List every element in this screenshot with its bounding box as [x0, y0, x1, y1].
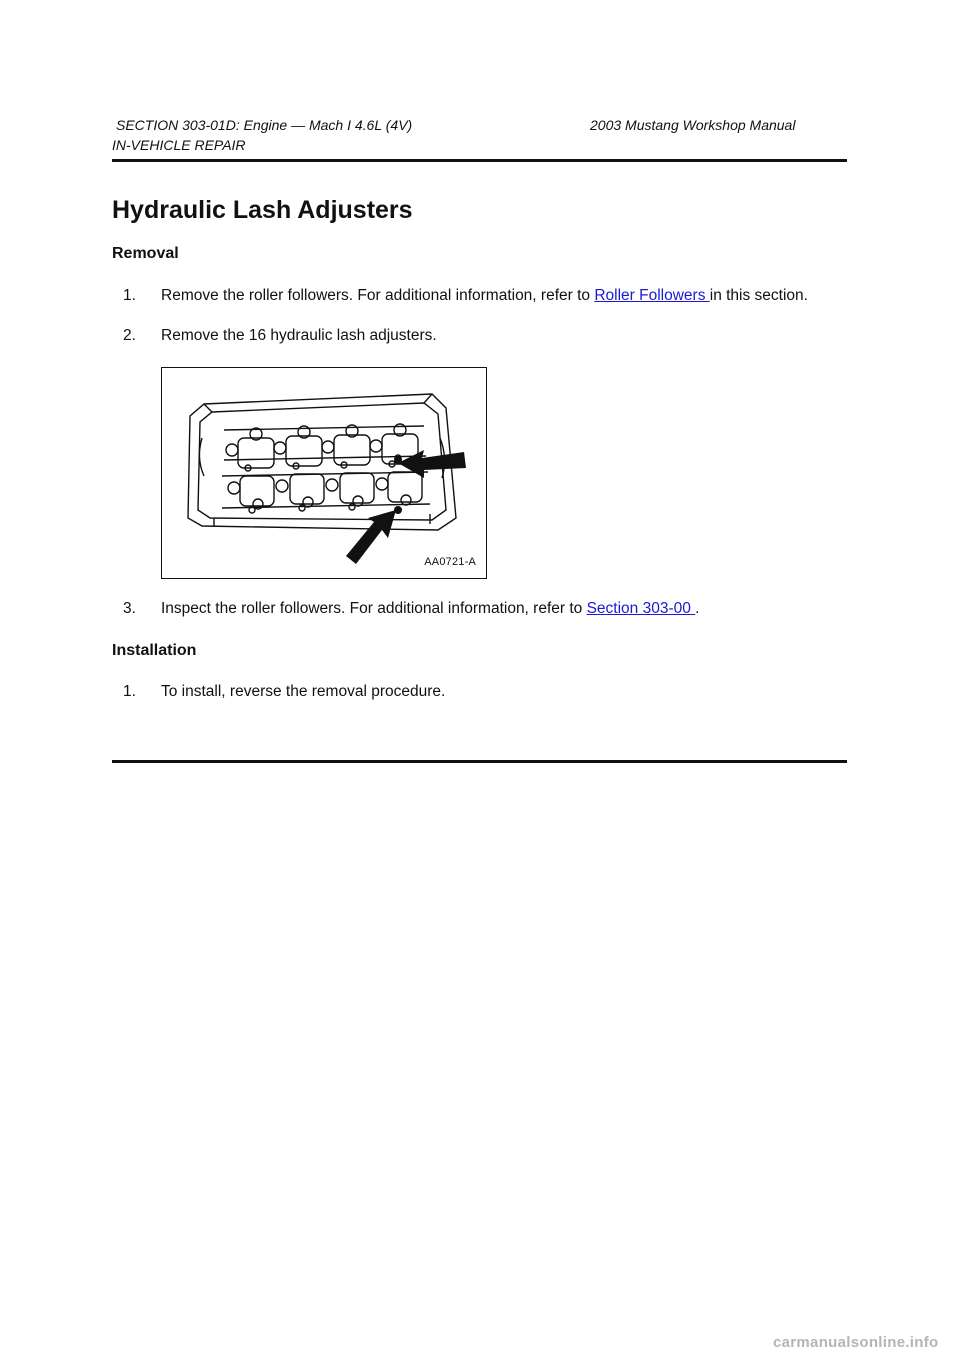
header-divider [112, 159, 847, 162]
figure-label: AA0721-A [424, 556, 476, 568]
page-title: Hydraulic Lash Adjusters [112, 196, 413, 224]
step-text: To install, reverse the removal procedure. [161, 683, 446, 700]
engine-diagram [162, 368, 485, 577]
installation-step-1 [123, 683, 445, 701]
roller-followers-link[interactable]: Roller Followers [594, 287, 710, 304]
installation-heading: Installation [112, 642, 197, 659]
cylinder-head-illustration [161, 367, 487, 579]
removal-step-1 [123, 287, 808, 305]
removal-step-2 [123, 327, 437, 345]
step-number: 1. [123, 683, 136, 700]
removal-heading: Removal [112, 245, 179, 262]
section-header: SECTION 303-01D: Engine — Mach I 4.6L (4V) [116, 117, 413, 133]
footer-divider [112, 760, 847, 763]
lower-arrow-icon [346, 510, 396, 564]
removal-step-3 [123, 600, 699, 618]
watermark: carmanualsonline.info [773, 1334, 939, 1351]
step-text-after: . [695, 600, 700, 617]
step-number: 1. [123, 287, 136, 304]
step-text: Remove the 16 hydraulic lash adjusters. [161, 327, 437, 344]
step-text: Inspect the roller followers. For additional information, refer to [161, 600, 587, 617]
upper-arrow-icon [398, 450, 466, 478]
step-number: 3. [123, 600, 136, 617]
section-303-00-link[interactable]: Section 303-00 [586, 600, 696, 617]
step-number: 2. [123, 327, 136, 344]
manual-title: 2003 Mustang Workshop Manual [590, 117, 796, 133]
step-text: Remove the roller followers. For additional information, refer to [161, 287, 595, 304]
subsection-label: IN-VEHICLE REPAIR [112, 137, 246, 153]
step-text-after: in this section. [709, 287, 808, 304]
